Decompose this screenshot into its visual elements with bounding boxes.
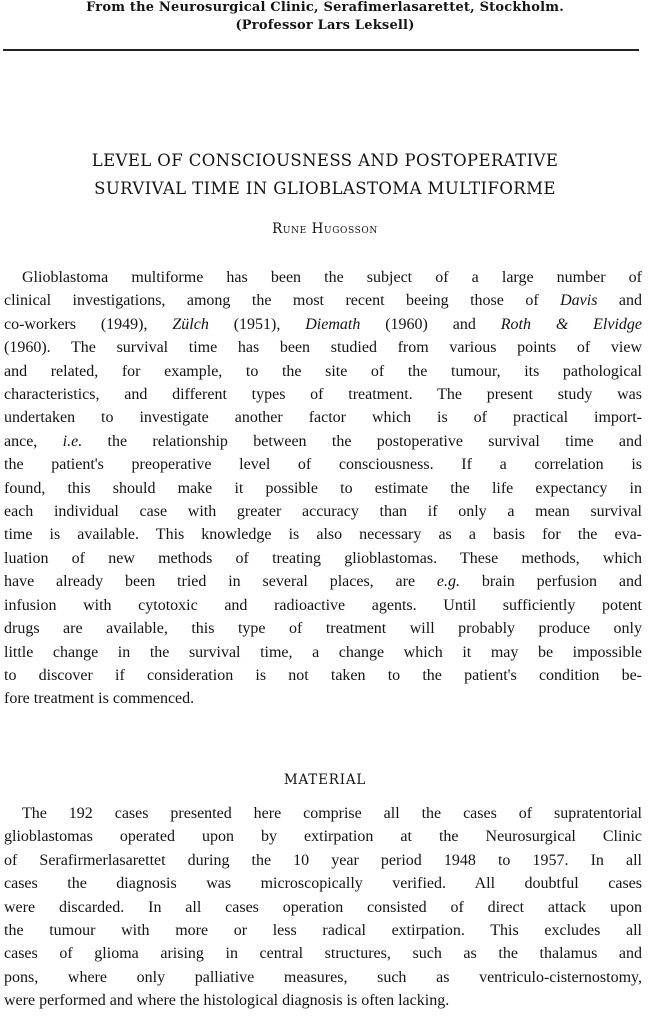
text-line: and related, for example, to the site of the tumour, its pathological (4, 362, 642, 380)
text-line: each individual case with greater accuracy than if only a mean survival (4, 503, 642, 521)
text-line: little change in the survival time, a change which it may be impossible (4, 643, 642, 661)
header-rule (3, 49, 639, 51)
text-line: cases the diagnosis was microscopically verified. All doubtful cases (4, 875, 642, 893)
text-line: Glioblastoma multiforme has been the subject of a large number of (22, 269, 642, 286)
text-line: clinical investigations, among the most recent beeing those of Davis and (4, 292, 642, 310)
text-line: time is available. This knowledge is also necessary as a basis for the eva- (4, 526, 642, 544)
section-heading-material: MATERIAL (283, 772, 367, 788)
text-line: characteristics, and different types of treatment. The present study was (4, 386, 642, 404)
intro-paragraph (4, 266, 642, 711)
article-title (0, 147, 650, 203)
author-name: Rune Hugosson (272, 221, 378, 237)
title-line-2: SURVIVAL TIME IN GLIOBLASTOMA MULTIFORME (94, 179, 556, 198)
text-line: cases of glioma arising in central structures, such as the thalamus and (4, 945, 642, 963)
text-line: the tumour with more or less radical extirpation. This excludes all (4, 922, 642, 940)
text-line: undertaken to investigate another factor which is of practical import- (4, 409, 642, 427)
text-line: The 192 cases presented here comprise all the cases of supratentorial (22, 805, 642, 822)
text-line: the patient's preoperative level of consciousness. If a correlation is (4, 456, 642, 474)
text-line: pons, where only palliative measures, such as ventriculo-cisternostomy, (4, 968, 642, 986)
text-line: were discarded. In all cases operation consisted of direct attack upon (4, 898, 642, 916)
title-line-1: LEVEL OF CONSCIOUSNESS AND POSTOPERATIVE (91, 151, 559, 170)
text-line: ance, i.e. the relationship between the postoperative survival time and (4, 432, 643, 450)
text-line: co-workers (1949), Zülch (1951), Diemath (1960) and Roth & Elvidge (4, 315, 643, 333)
text-line: (1960). The survival time has been studied from various points of view (4, 339, 642, 357)
material-paragraph (4, 802, 642, 1013)
text-line: infusion with cytotoxic and radioactive agents. Until sufficiently potent (4, 596, 642, 614)
text-line: luation of new methods of treating glioblastomas. These methods, which (4, 549, 642, 567)
text-line: were performed and where the histological diagnosis is often lacking. (4, 992, 450, 1010)
text-line: have already been tried in several places, are e.g. brain perfusion and (4, 573, 643, 591)
text-line: glioblastomas operated upon by extirpation at the Neurosurgical Clinic (4, 828, 642, 846)
text-line: found, this should make it possible to estimate the life expectancy in (4, 479, 642, 497)
text-line: of Serafirmerlasarettet during the 10 year period 1948 to 1957. In all (4, 851, 642, 869)
text-line: fore treatment is commenced. (4, 690, 195, 708)
text-line: drugs are available, this type of treatment will probably produce only (4, 620, 642, 638)
text-line: to discover if consideration is not taken to the patient's condition be- (4, 666, 642, 684)
institution-header: From the Neurosurgical Clinic, Serafimerlasarettet, Stockholm. (86, 0, 564, 15)
institution-director: (Professor Lars Leksell) (235, 18, 415, 33)
